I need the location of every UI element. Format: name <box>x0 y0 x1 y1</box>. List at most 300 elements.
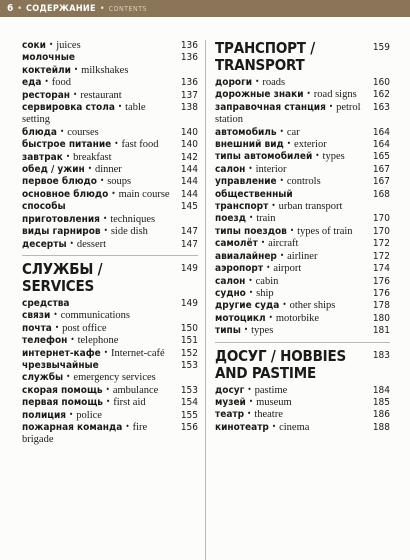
toc-entry[interactable] <box>22 127 198 139</box>
entry-bullet: • <box>279 176 284 186</box>
entry-en: soups <box>107 176 132 188</box>
entry-ru: средства связи <box>22 297 70 322</box>
entry-bullet: • <box>66 372 71 382</box>
hobbies-entries-list <box>215 385 390 435</box>
entry-ru: интернет-кафе <box>22 347 101 359</box>
entry-en: museum <box>256 396 292 408</box>
entry-en: airport <box>273 263 302 275</box>
entry-bullet: • <box>105 384 110 394</box>
entry-bullet: • <box>69 238 74 248</box>
services-entries-list <box>22 298 198 447</box>
food-entries-list <box>22 40 198 251</box>
entry-ru: внешний вид <box>215 139 284 151</box>
entry-text <box>22 152 178 164</box>
entry-ru: заправочная станция <box>215 101 326 113</box>
section-heading-services[interactable] <box>22 261 198 295</box>
toc-entry[interactable] <box>215 164 390 176</box>
entry-en: types <box>251 325 274 337</box>
entry-bullet: • <box>255 77 260 86</box>
toc-entry[interactable] <box>22 40 198 52</box>
entry-ru: самолёт <box>215 238 258 250</box>
toc-entry[interactable] <box>215 276 390 288</box>
entry-page: 156 <box>180 421 198 433</box>
entry-bullet: • <box>106 397 111 407</box>
entry-page: 142 <box>180 151 198 163</box>
entry-en: dinner <box>94 164 122 176</box>
entry-ru: поезд <box>215 213 246 225</box>
entry-ru: блюда <box>22 126 57 138</box>
entry-en: table setting <box>22 102 146 126</box>
entry-text <box>215 139 370 151</box>
toc-entry[interactable] <box>215 127 390 139</box>
toc-entry[interactable] <box>22 52 198 77</box>
entry-bullet: • <box>248 163 253 173</box>
entry-en: roads <box>262 77 286 88</box>
toc-entry[interactable] <box>22 385 198 397</box>
entry-en: juices <box>56 40 81 51</box>
entry-bullet: • <box>69 409 74 419</box>
right-column <box>215 40 390 434</box>
toc-entry[interactable] <box>215 139 390 151</box>
toc-entry[interactable] <box>22 348 198 360</box>
entry-bullet: • <box>125 421 130 431</box>
entry-text <box>215 102 370 127</box>
entry-text <box>22 410 178 422</box>
entry-text <box>215 189 370 214</box>
entry-ru: досуг <box>215 384 245 396</box>
entry-en: aircraft <box>268 238 299 250</box>
entry-bullet: • <box>268 312 273 322</box>
entry-page: 153 <box>180 384 198 396</box>
entry-en: main course <box>118 188 170 200</box>
entry-ru: автомобиль <box>215 126 277 138</box>
entry-bullet: • <box>289 225 295 235</box>
entry-ru: типы автомобилей <box>215 151 313 163</box>
toc-entry[interactable] <box>22 298 198 323</box>
entry-bullet: • <box>65 151 71 161</box>
entry-bullet: • <box>271 201 276 211</box>
toc-entry[interactable] <box>215 263 390 275</box>
entry-ru: судно <box>215 287 246 299</box>
entry-text <box>22 323 178 335</box>
entry-bullet: • <box>99 176 105 186</box>
entry-text <box>22 360 178 385</box>
entry-text <box>215 409 370 421</box>
toc-entry[interactable] <box>22 139 198 151</box>
entry-text <box>22 52 178 77</box>
entry-ru: телефон <box>22 335 68 347</box>
entry-ru: типы поездов <box>215 225 287 237</box>
toc-entry[interactable] <box>215 238 390 250</box>
entry-text <box>215 77 370 89</box>
entry-ru: соки <box>22 40 46 51</box>
entry-page: 176 <box>372 275 390 287</box>
toc-entry[interactable] <box>22 397 198 409</box>
entry-en: communications <box>60 310 130 322</box>
entry-text <box>215 164 370 176</box>
entry-ru: скорая помощь <box>22 384 103 396</box>
entry-en: car <box>286 126 300 138</box>
toc-entry[interactable] <box>22 77 198 89</box>
entry-en: courses <box>67 126 99 138</box>
entry-ru: виды гарниров <box>22 226 101 238</box>
entry-en: interior <box>255 163 287 175</box>
entry-page: 144 <box>180 188 198 200</box>
header-title-ru: СОДЕРЖАНИЕ <box>26 3 96 14</box>
entry-ru: дороги <box>215 77 253 88</box>
entry-en: exterior <box>294 139 327 151</box>
entry-ru: театр <box>215 409 245 421</box>
entry-page: 186 <box>372 409 390 421</box>
entry-text <box>22 201 178 226</box>
entry-bullet: • <box>328 101 334 111</box>
entry-ru: быстрое питание <box>22 139 112 151</box>
entry-en: ambulance <box>112 384 159 396</box>
entry-bullet: • <box>73 89 78 99</box>
entry-bullet: • <box>260 238 266 248</box>
entry-en: cinema <box>279 421 310 433</box>
entry-en: telephone <box>77 335 119 347</box>
entry-text <box>22 40 178 52</box>
entry-ru: салон <box>215 163 246 175</box>
section-title: СЛУЖБЫ / SERVICES <box>22 259 103 295</box>
entry-en: types of train <box>297 225 353 237</box>
toc-entry[interactable] <box>215 251 390 263</box>
entry-bullet: • <box>103 347 109 357</box>
section-title: ТРАНСПОРТ / TRANSPORT <box>215 39 316 74</box>
entry-ru: другие суда <box>215 300 280 312</box>
entry-ru: авиалайнер <box>215 250 277 262</box>
entry-bullet: • <box>73 64 79 74</box>
entry-ru: способы приготовления <box>22 201 100 225</box>
entry-text <box>22 397 178 409</box>
entry-page: 145 <box>180 201 198 213</box>
toc-entry[interactable] <box>22 164 198 176</box>
entry-page: 165 <box>372 151 390 163</box>
entry-ru: салон <box>215 275 246 287</box>
entry-bullet: • <box>266 263 271 273</box>
toc-entry[interactable] <box>215 385 390 397</box>
entry-page: 172 <box>372 250 390 262</box>
entry-bullet: • <box>248 287 254 297</box>
entry-page: 160 <box>372 77 390 88</box>
section-divider <box>22 255 198 256</box>
toc-entry[interactable] <box>22 201 198 226</box>
toc-entry[interactable] <box>215 300 390 312</box>
entry-text <box>22 226 178 238</box>
entry-page: 147 <box>180 238 198 250</box>
entry-bullet: • <box>315 151 320 161</box>
toc-entry[interactable] <box>215 77 390 89</box>
column-divider <box>205 40 206 560</box>
entry-page: 144 <box>180 164 198 176</box>
entry-bullet: • <box>247 409 252 419</box>
entry-text <box>22 189 178 201</box>
entry-text <box>22 127 178 139</box>
header-bullet: • <box>17 3 23 14</box>
toc-entry[interactable] <box>215 213 390 225</box>
entry-ru: еда <box>22 77 42 89</box>
entry-page: 151 <box>180 335 198 347</box>
entry-bullet: • <box>87 164 92 174</box>
entry-page: 184 <box>372 384 390 396</box>
entry-page: 136 <box>180 40 198 51</box>
entry-bullet: • <box>70 335 75 345</box>
toc-entry[interactable] <box>22 226 198 238</box>
entry-bullet: • <box>111 188 116 198</box>
entry-en: police <box>76 409 102 421</box>
entry-text <box>215 313 370 325</box>
toc-entry[interactable] <box>215 176 390 188</box>
entry-text <box>215 397 370 409</box>
entry-page: 188 <box>372 421 390 433</box>
entry-page: 163 <box>372 101 390 113</box>
entry-text <box>22 176 178 188</box>
entry-bullet: • <box>59 126 65 136</box>
entry-ru: чрезвычайные службы <box>22 359 99 384</box>
entry-text <box>22 422 178 447</box>
entry-ru: полиция <box>22 409 67 421</box>
entry-text <box>215 385 370 397</box>
entry-text <box>215 238 370 250</box>
header-title-en: CONTENTS <box>108 4 148 13</box>
toc-entry[interactable] <box>215 226 390 238</box>
entry-page: 170 <box>372 225 390 237</box>
toc-entry[interactable] <box>215 409 390 421</box>
entry-en: side dish <box>110 226 148 238</box>
toc-entry[interactable] <box>215 288 390 300</box>
entry-page: 170 <box>372 213 390 225</box>
entry-bullet: • <box>102 213 108 223</box>
toc-entry[interactable] <box>215 151 390 163</box>
entry-text <box>215 276 370 288</box>
entry-page: 153 <box>180 359 198 371</box>
entry-en: techniques <box>110 213 156 225</box>
left-column <box>22 40 198 447</box>
toc-entry[interactable] <box>22 422 198 447</box>
entry-text <box>22 335 178 347</box>
entry-text <box>215 226 370 238</box>
page-header-bar <box>0 0 410 17</box>
entry-bullet: • <box>54 322 60 332</box>
entry-bullet: • <box>117 102 123 112</box>
entry-page: 136 <box>180 52 198 64</box>
toc-entry[interactable] <box>215 313 390 325</box>
entry-bullet: • <box>271 421 277 431</box>
entry-bullet: • <box>44 77 49 87</box>
entry-ru: управление <box>215 176 277 188</box>
entry-en: Internet-café <box>111 347 165 359</box>
toc-entry[interactable] <box>215 422 390 434</box>
entry-bullet: • <box>286 139 292 149</box>
toc-entry[interactable] <box>22 102 198 127</box>
entry-ru: ресторан <box>22 89 70 101</box>
entry-page: 172 <box>372 238 390 250</box>
toc-entry[interactable] <box>22 152 198 164</box>
entry-page: 178 <box>372 300 390 312</box>
entry-ru: мотоцикл <box>215 312 266 324</box>
entry-page: 149 <box>180 297 198 309</box>
entry-en: petrol station <box>215 101 361 126</box>
entry-text <box>215 300 370 312</box>
entry-text <box>22 348 178 360</box>
entry-page: 136 <box>180 77 198 89</box>
entry-page: 164 <box>372 139 390 151</box>
entry-text <box>215 176 370 188</box>
entry-en: types <box>322 151 345 163</box>
entry-page: 150 <box>180 322 198 334</box>
entry-ru: сервировка стола <box>22 102 115 114</box>
entry-ru: типы <box>215 325 241 337</box>
header-bullet: • <box>99 3 105 14</box>
entry-page: 164 <box>372 126 390 138</box>
entry-text <box>215 213 370 225</box>
entry-en: theatre <box>254 409 283 421</box>
entry-ru: дорожные знаки <box>215 89 304 101</box>
entry-text <box>215 422 370 434</box>
entry-en: airliner <box>287 250 318 262</box>
toc-entry[interactable] <box>22 189 198 201</box>
section-divider <box>215 342 390 343</box>
entry-page: 140 <box>180 126 198 138</box>
section-page: 183 <box>372 349 390 361</box>
entry-page: 155 <box>180 409 198 421</box>
entry-ru: десерты <box>22 238 67 250</box>
entry-text <box>215 151 370 163</box>
entry-bullet: • <box>279 250 285 260</box>
entry-bullet: • <box>48 40 54 49</box>
entry-text <box>215 127 370 139</box>
entry-bullet: • <box>248 396 254 406</box>
entry-en: train <box>256 213 276 225</box>
entry-bullet: • <box>306 89 311 99</box>
entry-ru: кинотеатр <box>215 421 269 433</box>
entry-text <box>22 385 178 397</box>
entry-en: controls <box>286 176 321 188</box>
entry-text <box>215 263 370 275</box>
toc-entry[interactable] <box>22 360 198 385</box>
toc-entry[interactable] <box>22 335 198 347</box>
entry-en: milkshakes <box>81 64 129 76</box>
entry-text <box>215 325 370 337</box>
toc-entry[interactable] <box>22 323 198 335</box>
entry-text <box>215 89 370 101</box>
entry-page: 137 <box>180 89 198 101</box>
entry-en: first aid <box>113 397 146 409</box>
entry-page: 140 <box>180 139 198 151</box>
toc-entry[interactable] <box>215 102 390 127</box>
entry-en: emergency services <box>73 372 156 384</box>
entry-page: 147 <box>180 226 198 238</box>
entry-page: 144 <box>180 176 198 188</box>
entry-text <box>215 288 370 300</box>
entry-text <box>22 139 178 151</box>
entry-page: 168 <box>372 188 390 200</box>
entry-en: other ships <box>289 300 336 312</box>
entry-text <box>22 77 178 89</box>
entry-page: 152 <box>180 347 198 359</box>
toc-entry[interactable] <box>22 410 198 422</box>
entry-bullet: • <box>103 226 108 236</box>
entry-en: breakfast <box>73 151 112 163</box>
toc-entry[interactable] <box>215 189 390 214</box>
entry-bullet: • <box>247 384 252 394</box>
toc-entry[interactable] <box>22 176 198 188</box>
entry-ru: музей <box>215 396 246 408</box>
entry-en: road signs <box>313 89 357 101</box>
entry-page: 185 <box>372 396 390 408</box>
section-page: 159 <box>372 42 390 53</box>
toc-entry[interactable] <box>22 239 198 251</box>
entry-page: 176 <box>372 287 390 299</box>
entry-bullet: • <box>114 139 119 149</box>
entry-page: 181 <box>372 325 390 337</box>
entry-en: cabin <box>255 275 279 287</box>
section-page: 149 <box>180 262 198 274</box>
entry-bullet: • <box>279 126 284 136</box>
entry-ru: общественный транспорт <box>215 188 293 213</box>
entry-ru: пожарная команда <box>22 421 123 433</box>
toc-entry[interactable] <box>215 397 390 409</box>
entry-en: food <box>51 77 71 89</box>
toc-entry[interactable] <box>22 90 198 102</box>
entry-page: 162 <box>372 89 390 101</box>
entry-ru: первое блюдо <box>22 176 97 188</box>
entry-text <box>22 164 178 176</box>
entry-text <box>22 90 178 102</box>
entry-text <box>22 102 178 127</box>
section-title: ДОСУГ / HOBBIES AND PASTIME <box>215 346 347 382</box>
entry-en: restaurant <box>80 89 122 101</box>
entry-en: dessert <box>76 238 107 250</box>
entry-page: 180 <box>372 312 390 324</box>
entry-page: 167 <box>372 163 390 175</box>
toc-entry[interactable] <box>215 325 390 337</box>
entry-page: 138 <box>180 102 198 114</box>
entry-ru: почта <box>22 322 52 334</box>
entry-text <box>215 251 370 263</box>
entry-en: pastime <box>254 384 288 396</box>
entry-bullet: • <box>243 325 249 335</box>
entry-text <box>22 239 178 251</box>
entry-bullet: • <box>249 213 254 223</box>
entry-text <box>22 298 178 323</box>
entry-ru: первая помощь <box>22 397 103 409</box>
entry-page: 154 <box>180 397 198 409</box>
entry-bullet: • <box>53 310 58 320</box>
transport-entries-list <box>215 77 390 338</box>
toc-entry[interactable] <box>215 89 390 101</box>
entry-ru: завтрак <box>22 151 63 163</box>
entry-ru: молочные коктейли <box>22 52 75 76</box>
section-heading-transport[interactable] <box>215 40 390 74</box>
entry-ru: аэропорт <box>215 263 264 275</box>
page-number: 6 <box>7 3 14 14</box>
entry-bullet: • <box>282 300 287 310</box>
entry-page: 174 <box>372 263 390 275</box>
entry-en: fast food <box>121 139 159 151</box>
entry-en: urban transport <box>278 201 343 213</box>
entry-en: post office <box>62 322 107 334</box>
entry-ru: основное блюдо <box>22 188 109 200</box>
entry-en: fire brigade <box>22 421 148 446</box>
entry-en: ship <box>256 287 274 299</box>
section-heading-hobbies[interactable] <box>215 348 390 382</box>
entry-ru: обед / ужин <box>22 164 85 176</box>
entry-en: motorbike <box>275 312 320 324</box>
entry-bullet: • <box>248 275 253 285</box>
entry-page: 167 <box>372 176 390 188</box>
